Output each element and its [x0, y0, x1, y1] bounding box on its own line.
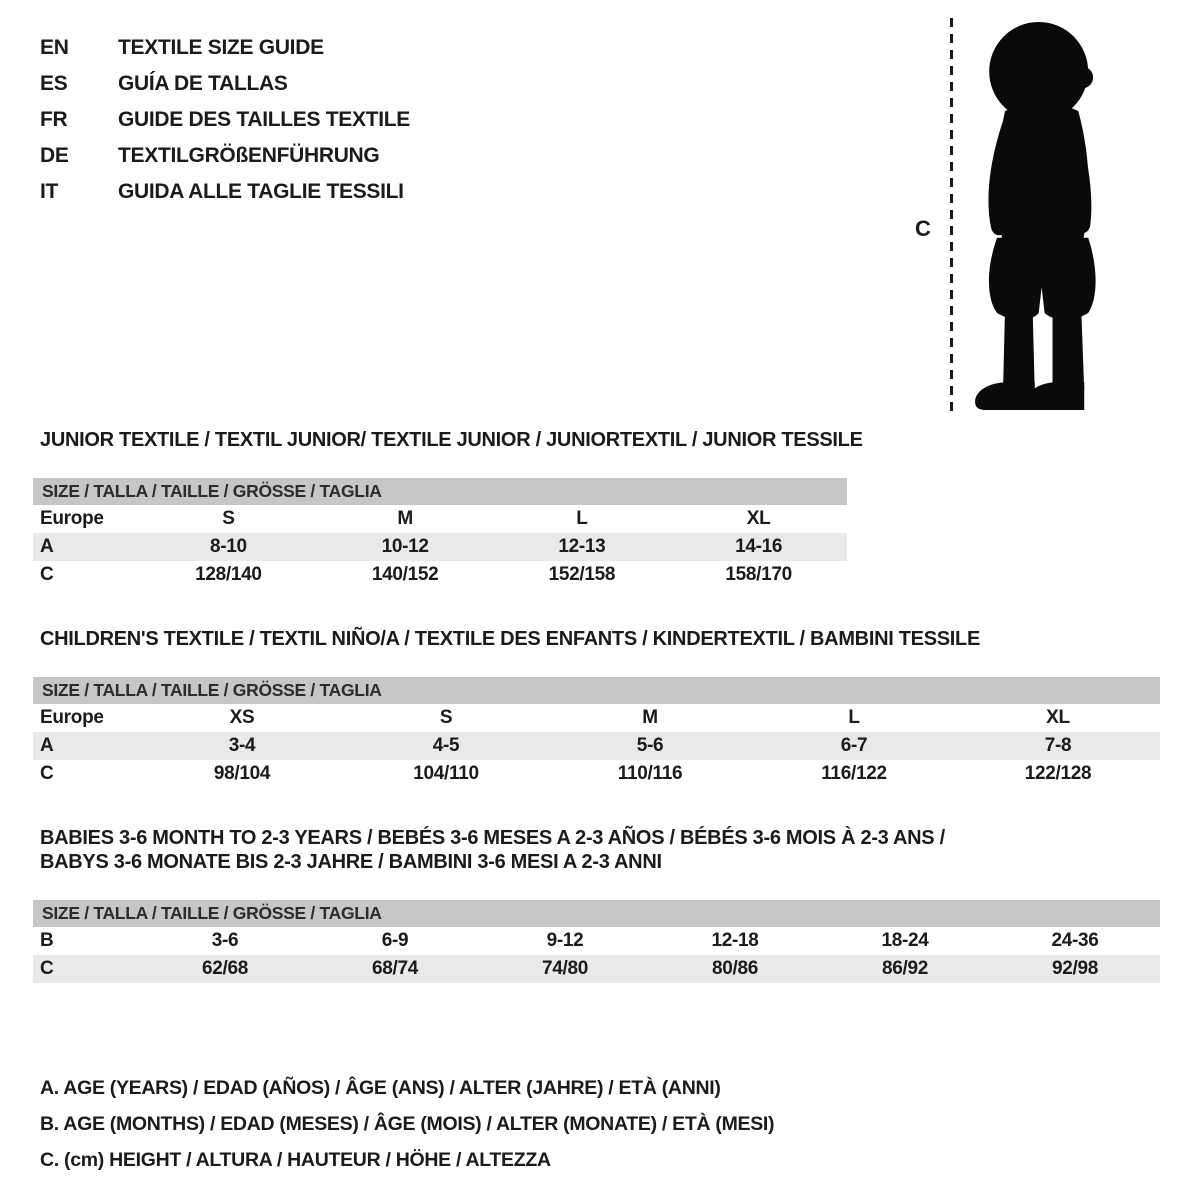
- size-value-cell: 8-10: [209, 536, 247, 557]
- size-value-cell: 68/74: [371, 958, 419, 979]
- legend-line-height-cm: C. (cm) HEIGHT / ALTURA / HAUTEUR / HÖHE / ALTEZZA: [40, 1149, 551, 1171]
- size-value-cell: L: [848, 707, 860, 728]
- size-value-cell: 74/80: [541, 958, 589, 979]
- junior-textile-section: [33, 428, 1167, 589]
- language-code: IT: [40, 180, 59, 203]
- language-row-it: [40, 174, 410, 210]
- height-measure-label: C: [915, 216, 931, 241]
- size-value-cell: 128/140: [195, 564, 262, 585]
- language-row-es: [40, 66, 410, 102]
- size-table-row-europe: [33, 704, 1160, 732]
- language-row-en: [40, 30, 410, 66]
- row-label: C: [40, 958, 54, 979]
- guide-title-en: TEXTILE SIZE GUIDE: [118, 36, 324, 59]
- guide-title-es: GUÍA DE TALLAS: [118, 72, 288, 95]
- size-value-cell: 3-4: [228, 735, 256, 756]
- size-value-cell: 158/170: [725, 564, 792, 585]
- size-value-cell: 62/68: [201, 958, 249, 979]
- row-label: C: [40, 564, 54, 585]
- size-value-cell: 4-5: [432, 735, 460, 756]
- size-header-bar: SIZE / TALLA / TAILLE / GRÖSSE / TAGLIA: [33, 478, 847, 505]
- legend-line-age-years: A. AGE (YEARS) / EDAD (AÑOS) / ÂGE (ANS) / ALTER (JAHRE) / ETÀ (ANNI): [40, 1077, 721, 1099]
- guide-title-fr: GUIDE DES TAILLES TEXTILE: [118, 108, 410, 131]
- size-value-cell: 140/152: [371, 564, 439, 585]
- junior-size-table: [33, 505, 847, 589]
- babies-textile-section: [33, 826, 1167, 983]
- language-row-fr: [40, 102, 410, 138]
- language-code: FR: [40, 108, 68, 131]
- childrens-size-table: [33, 704, 1160, 788]
- size-value-cell: 92/98: [1051, 958, 1099, 979]
- row-label: C: [40, 763, 54, 784]
- row-label: A: [40, 735, 54, 756]
- size-value-cell: XS: [229, 707, 255, 728]
- size-value-cell: S: [439, 707, 453, 728]
- size-value-cell: 80/86: [711, 958, 759, 979]
- size-table-row-europe: [33, 505, 847, 533]
- language-code: DE: [40, 144, 69, 167]
- size-value-cell: 10-12: [381, 536, 429, 557]
- size-value-cell: 152/158: [548, 564, 616, 585]
- childrens-textile-section: [33, 627, 1167, 788]
- row-label: A: [40, 536, 54, 557]
- size-value-cell: 5-6: [636, 735, 664, 756]
- tables-area: [33, 428, 1167, 1021]
- size-value-cell: 6-9: [381, 930, 409, 951]
- size-value-cell: 9-12: [546, 930, 584, 951]
- size-value-cell: XL: [746, 508, 771, 529]
- size-value-cell: 3-6: [211, 930, 239, 951]
- language-code: ES: [40, 72, 68, 95]
- guide-title-it: GUIDA ALLE TAGLIE TESSILI: [118, 180, 404, 203]
- size-value-cell: 12-18: [711, 930, 759, 951]
- babies-size-table: [33, 927, 1160, 983]
- size-value-cell: L: [576, 508, 588, 529]
- language-title-list: [40, 30, 410, 210]
- measurement-legend: [40, 1070, 774, 1178]
- babies-section-title: BABIES 3-6 MONTH TO 2-3 YEARS / BEBÉS 3-6 MESES A 2-3 AÑOS / BÉBÉS 3-6 MOIS À 2-3 ANS / BABYS 3-6 MONATE BIS 2-3 JAHRE / BAMBINI 3-6 MESI A 2-3 ANNI: [40, 827, 945, 873]
- row-label: Europe: [40, 707, 104, 728]
- size-header-bar: SIZE / TALLA / TAILLE / GRÖSSE / TAGLIA: [33, 900, 1160, 927]
- junior-section-title: JUNIOR TEXTILE / TEXTIL JUNIOR/ TEXTILE JUNIOR / JUNIORTEXTIL / JUNIOR TESSILE: [40, 429, 863, 451]
- legend-line-age-months: B. AGE (MONTHS) / EDAD (MESES) / ÂGE (MOIS) / ALTER (MONATE) / ETÀ (MESI): [40, 1113, 775, 1135]
- size-value-cell: 122/128: [1024, 763, 1092, 784]
- size-value-cell: 98/104: [213, 763, 271, 784]
- size-value-cell: 24-36: [1051, 930, 1099, 951]
- height-measure-figure: [905, 14, 1161, 418]
- size-value-cell: 7-8: [1044, 735, 1072, 756]
- size-value-cell: 12-13: [558, 536, 606, 557]
- size-table-row-a: [33, 533, 847, 561]
- size-value-cell: 6-7: [840, 735, 868, 756]
- size-value-cell: 116/122: [821, 763, 887, 784]
- size-header-bar: SIZE / TALLA / TAILLE / GRÖSSE / TAGLIA: [33, 677, 1160, 704]
- size-table-row-a: [33, 732, 1160, 760]
- height-dashed-line: [950, 18, 953, 414]
- size-value-cell: 14-16: [735, 536, 783, 557]
- language-code: EN: [40, 36, 69, 59]
- row-label: Europe: [40, 508, 104, 529]
- size-value-cell: 18-24: [881, 930, 929, 951]
- size-table-row-c: [33, 561, 847, 589]
- size-value-cell: M: [642, 707, 658, 728]
- size-value-cell: XL: [1046, 707, 1070, 728]
- size-value-cell: 110/116: [617, 763, 683, 784]
- size-table-row-c: [33, 760, 1160, 788]
- size-value-cell: M: [397, 508, 413, 529]
- size-value-cell: 86/92: [881, 958, 929, 979]
- row-label: B: [40, 930, 54, 951]
- size-table-row-c: [33, 955, 1160, 983]
- baby-silhouette-icon: [967, 18, 1145, 414]
- guide-title-de: TEXTILGRÖßENFÜHRUNG: [118, 144, 380, 167]
- language-row-de: [40, 138, 410, 174]
- size-table-row-b: [33, 927, 1160, 955]
- size-value-cell: S: [222, 508, 235, 529]
- size-value-cell: 104/110: [413, 763, 479, 784]
- childrens-section-title: CHILDREN'S TEXTILE / TEXTIL NIÑO/A / TEXTILE DES ENFANTS / KINDERTEXTIL / BAMBINI TESSILE: [40, 628, 980, 650]
